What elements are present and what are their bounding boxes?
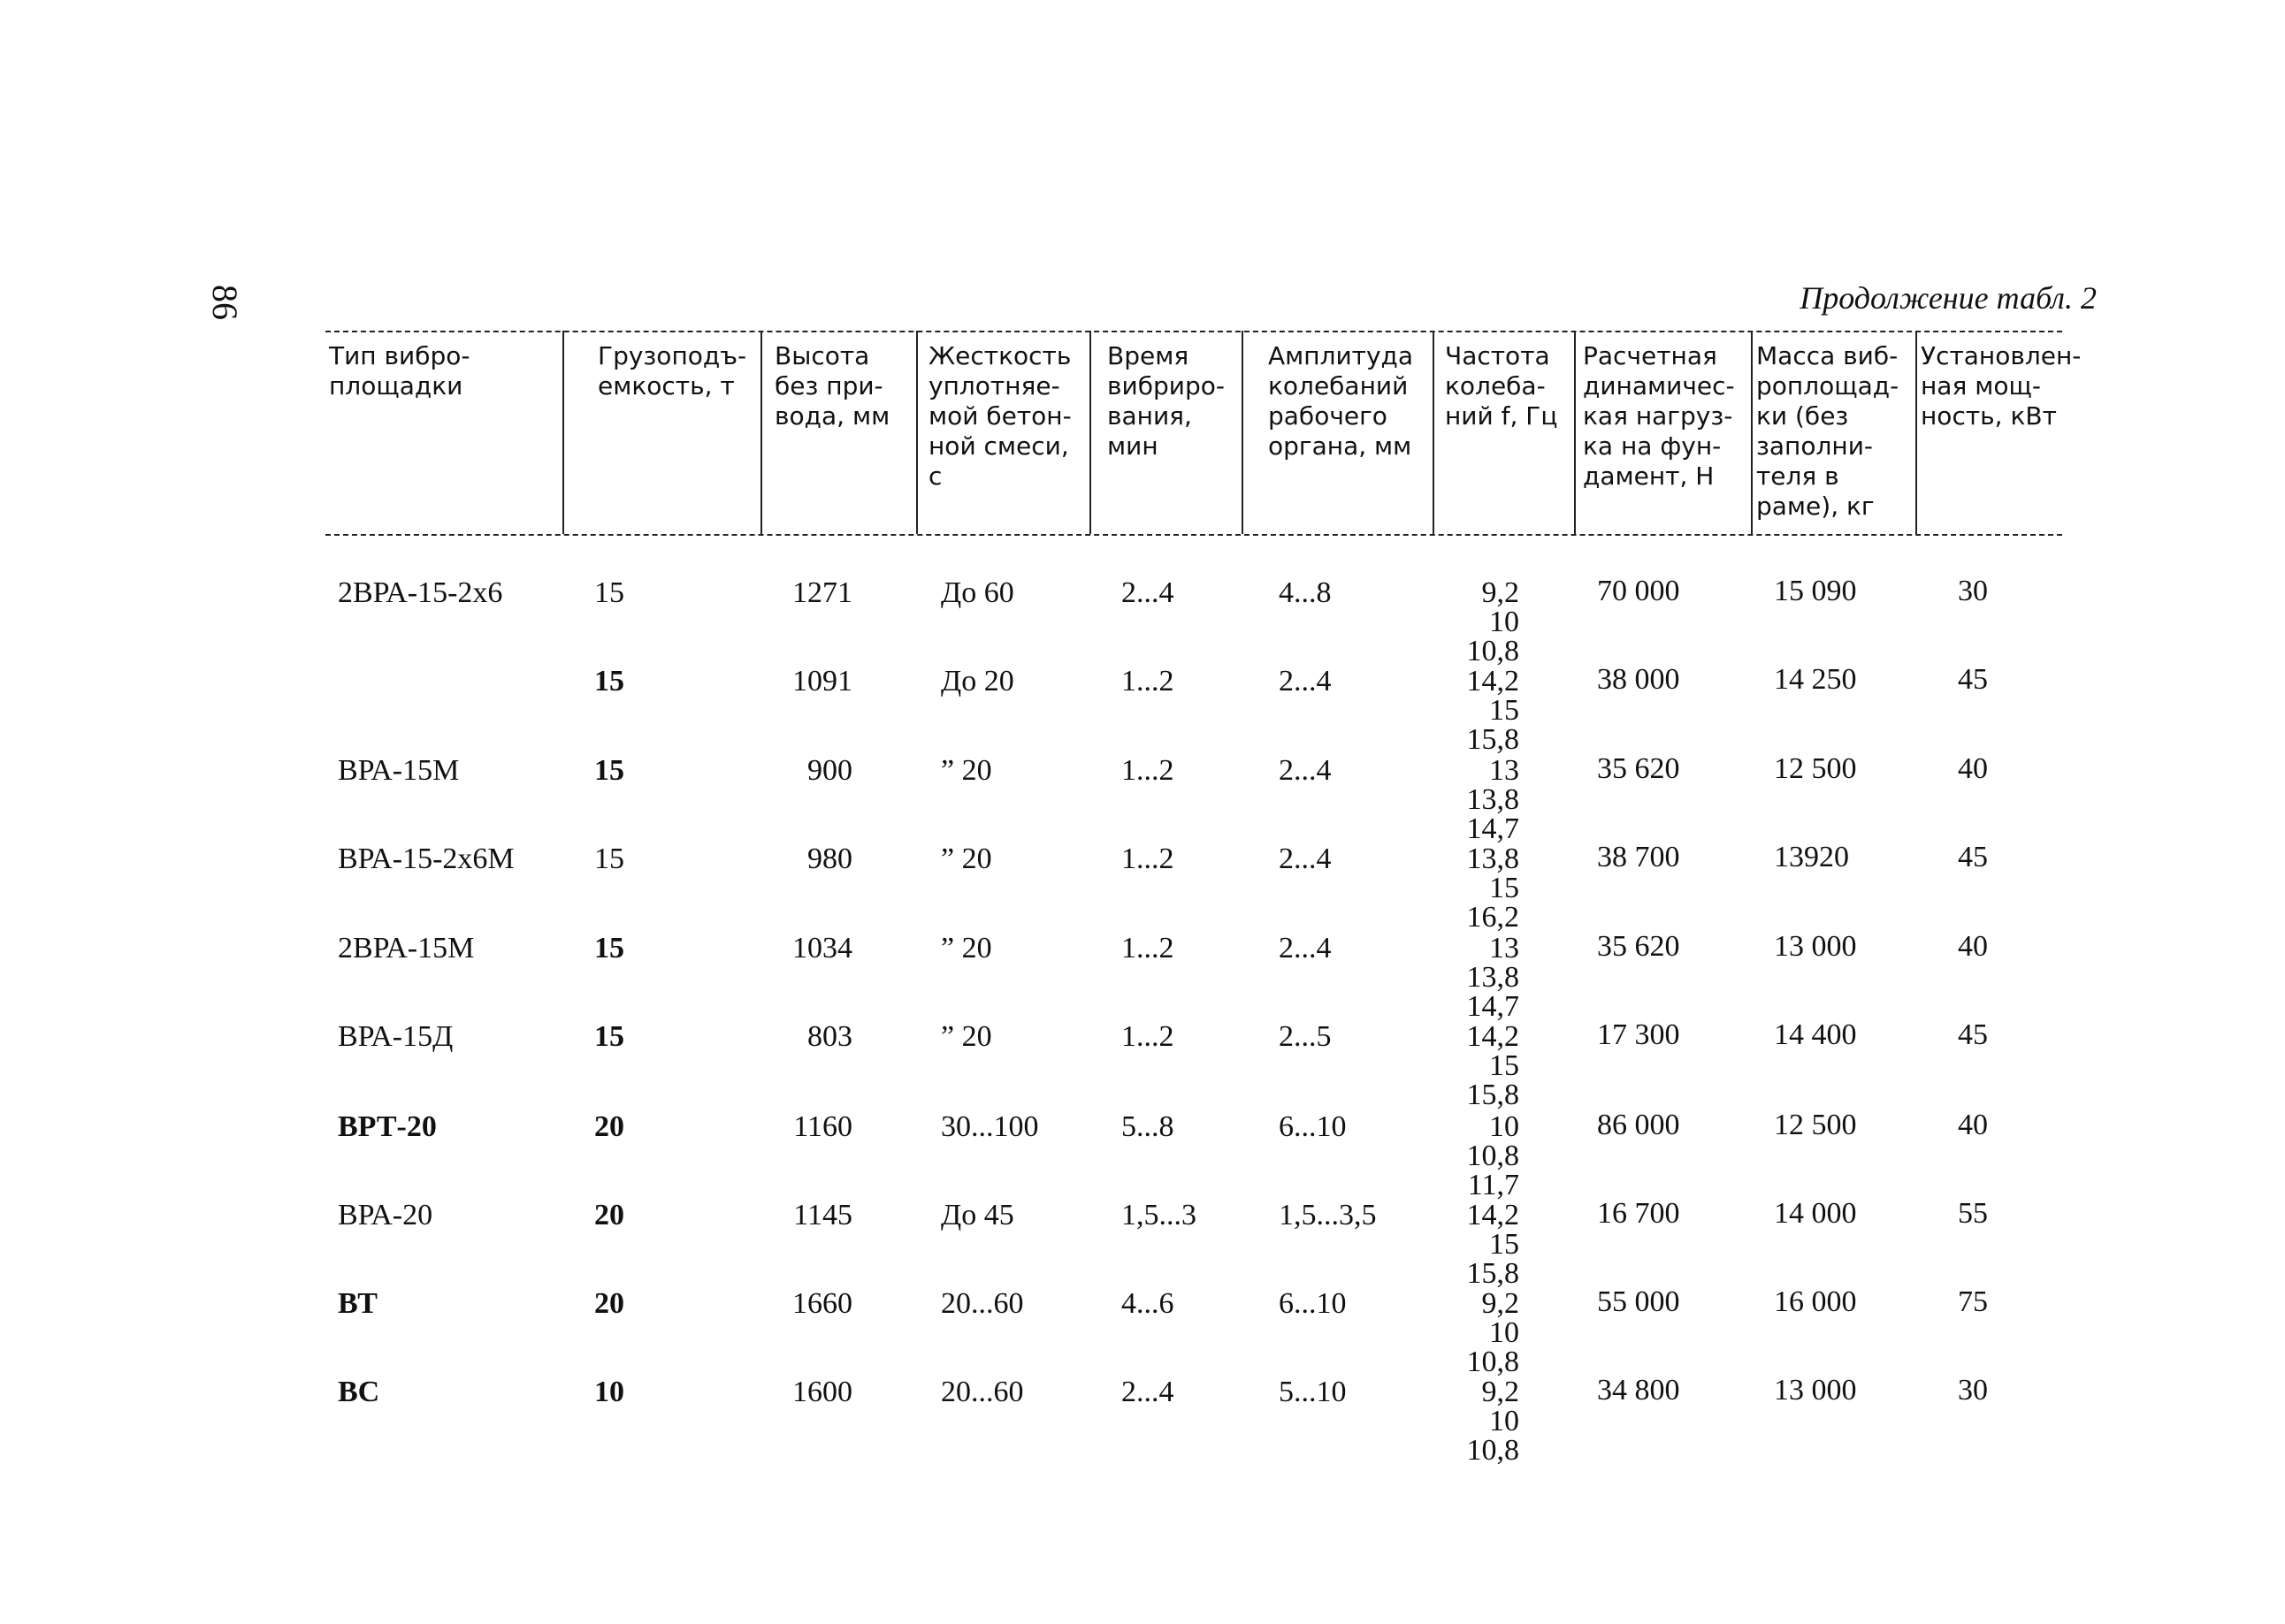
cell-mass: 14 000 xyxy=(1774,1197,1857,1230)
cell-load: 38 000 xyxy=(1597,663,1680,696)
cell-load: 34 800 xyxy=(1597,1374,1680,1407)
cell-amplitude: 1,5...3,5 xyxy=(1279,1199,1377,1231)
column-divider xyxy=(1433,331,1434,534)
header-mass: Масса виб- роплощад- ки (без заполни- теля в раме), кг xyxy=(1756,341,1899,521)
cell-frequency: 14,2 15 15,8 xyxy=(1466,665,1519,756)
cell-capacity: 15 xyxy=(594,665,624,698)
cell-amplitude: 5...10 xyxy=(1279,1376,1347,1408)
cell-height: 1271 xyxy=(792,576,852,609)
cell-type: ВС xyxy=(338,1376,380,1408)
cell-height: 803 xyxy=(807,1020,852,1053)
cell-time: 1...2 xyxy=(1121,754,1174,787)
cell-stiffness: ” 20 xyxy=(941,932,992,964)
header-bottom-rule xyxy=(325,534,2062,536)
cell-time: 1...2 xyxy=(1121,842,1174,875)
cell-load: 55 000 xyxy=(1597,1285,1680,1318)
cell-frequency: 14,2 15 15,8 xyxy=(1466,1199,1519,1290)
cell-power: 45 xyxy=(1958,663,1988,696)
table-top-rule xyxy=(325,331,2062,332)
cell-frequency: 10 10,8 11,7 xyxy=(1466,1110,1519,1201)
cell-capacity: 20 xyxy=(594,1199,624,1231)
cell-type: ВТ xyxy=(338,1287,378,1320)
column-divider xyxy=(916,331,918,534)
cell-frequency: 13,8 15 16,2 xyxy=(1466,842,1519,934)
cell-time: 2...4 xyxy=(1121,1376,1174,1408)
cell-height: 1660 xyxy=(792,1287,852,1320)
cell-mass: 13 000 xyxy=(1774,930,1857,963)
column-divider xyxy=(1574,331,1576,534)
cell-power: 45 xyxy=(1958,841,1988,873)
cell-type: ВРТ-20 xyxy=(338,1110,437,1143)
cell-stiffness: ” 20 xyxy=(941,1020,992,1053)
header-dynamic-load: Расчетная динамичес- кая нагруз- ка на фун- дамент, Н xyxy=(1583,341,1735,491)
cell-stiffness: До 20 xyxy=(941,665,1014,698)
cell-frequency: 9,2 10 10,8 xyxy=(1466,1376,1519,1467)
header-vibration-time: Время вибриро- вания, мин xyxy=(1107,341,1225,461)
cell-load: 86 000 xyxy=(1597,1109,1680,1141)
cell-power: 40 xyxy=(1958,752,1988,785)
cell-height: 1160 xyxy=(793,1110,852,1143)
cell-mass: 13 000 xyxy=(1774,1374,1857,1407)
cell-load: 38 700 xyxy=(1597,841,1680,873)
cell-amplitude: 2...4 xyxy=(1279,932,1332,964)
column-divider xyxy=(1242,331,1243,534)
cell-time: 5...8 xyxy=(1121,1110,1174,1143)
cell-capacity: 15 xyxy=(594,576,624,609)
cell-power: 55 xyxy=(1958,1197,1988,1230)
cell-mass: 14 250 xyxy=(1774,663,1857,696)
cell-power: 40 xyxy=(1958,930,1988,963)
cell-capacity: 20 xyxy=(594,1110,624,1143)
cell-power: 30 xyxy=(1958,575,1988,607)
cell-height: 1600 xyxy=(792,1376,852,1408)
cell-height: 1034 xyxy=(792,932,852,964)
cell-frequency: 9,2 10 10,8 xyxy=(1466,1287,1519,1378)
cell-amplitude: 6...10 xyxy=(1279,1110,1347,1143)
cell-stiffness: 20...60 xyxy=(941,1376,1024,1408)
cell-amplitude: 4...8 xyxy=(1279,576,1332,609)
cell-stiffness: ” 20 xyxy=(941,842,992,875)
header-stiffness: Жесткость уплотняе- мой бетон- ной смеси, с xyxy=(929,341,1072,491)
cell-load: 70 000 xyxy=(1597,575,1680,607)
cell-type: ВРА-20 xyxy=(338,1199,433,1231)
cell-capacity: 15 xyxy=(594,1020,624,1053)
header-power: Установлен- ная мощ- ность, кВт xyxy=(1921,341,2082,431)
column-divider xyxy=(1751,331,1753,534)
cell-time: 4...6 xyxy=(1121,1287,1174,1320)
cell-stiffness: ” 20 xyxy=(941,754,992,787)
header-capacity: Грузоподъ- емкость, т xyxy=(598,341,747,400)
cell-time: 1...2 xyxy=(1121,932,1174,964)
column-divider xyxy=(1089,331,1091,534)
cell-capacity: 15 xyxy=(594,842,624,875)
cell-time: 2...4 xyxy=(1121,576,1174,609)
cell-time: 1...2 xyxy=(1121,1020,1174,1053)
cell-frequency: 13 13,8 14,7 xyxy=(1466,754,1519,845)
cell-frequency: 14,2 15 15,8 xyxy=(1466,1020,1519,1111)
cell-capacity: 20 xyxy=(594,1287,624,1320)
column-divider xyxy=(562,331,564,534)
cell-amplitude: 2...4 xyxy=(1279,754,1332,787)
cell-capacity: 15 xyxy=(594,754,624,787)
cell-mass: 12 500 xyxy=(1774,752,1857,785)
cell-stiffness: 30...100 xyxy=(941,1110,1039,1143)
cell-type: 2ВРА-15М xyxy=(338,932,475,964)
page-number: 86 xyxy=(205,285,245,320)
cell-frequency: 9,2 10 10,8 xyxy=(1466,576,1519,667)
header-height: Высота без при- вода, мм xyxy=(775,341,890,431)
cell-type: ВРА-15М xyxy=(338,754,460,787)
cell-mass: 16 000 xyxy=(1774,1285,1857,1318)
cell-load: 17 300 xyxy=(1597,1018,1680,1051)
cell-load: 16 700 xyxy=(1597,1197,1680,1230)
table-continuation-caption: Продолжение табл. 2 xyxy=(1800,280,2097,316)
cell-type: ВРА-15Д xyxy=(338,1020,454,1053)
cell-frequency: 13 13,8 14,7 xyxy=(1466,932,1519,1023)
cell-height: 900 xyxy=(807,754,852,787)
column-divider xyxy=(1915,331,1917,534)
cell-stiffness: До 45 xyxy=(941,1199,1014,1231)
cell-type: 2ВРА-15-2х6 xyxy=(338,576,503,609)
cell-stiffness: 20...60 xyxy=(941,1287,1024,1320)
cell-power: 45 xyxy=(1958,1018,1988,1051)
cell-load: 35 620 xyxy=(1597,752,1680,785)
header-amplitude: Амплитуда колебаний рабочего органа, мм xyxy=(1268,341,1414,461)
cell-stiffness: До 60 xyxy=(941,576,1014,609)
cell-type: ВРА-15-2х6М xyxy=(338,842,515,875)
cell-power: 30 xyxy=(1958,1374,1988,1407)
cell-mass: 14 400 xyxy=(1774,1018,1857,1051)
cell-power: 40 xyxy=(1958,1109,1988,1141)
cell-load: 35 620 xyxy=(1597,930,1680,963)
cell-capacity: 15 xyxy=(594,932,624,964)
cell-time: 1...2 xyxy=(1121,665,1174,698)
header-type: Тип вибро- площадки xyxy=(329,341,470,400)
cell-height: 980 xyxy=(807,842,852,875)
cell-amplitude: 6...10 xyxy=(1279,1287,1347,1320)
cell-amplitude: 2...4 xyxy=(1279,842,1332,875)
cell-amplitude: 2...5 xyxy=(1279,1020,1332,1053)
cell-height: 1145 xyxy=(793,1199,852,1231)
cell-time: 1,5...3 xyxy=(1121,1199,1196,1231)
cell-power: 75 xyxy=(1958,1285,1988,1318)
cell-mass: 13920 xyxy=(1774,841,1849,873)
cell-amplitude: 2...4 xyxy=(1279,665,1332,698)
cell-capacity: 10 xyxy=(594,1376,624,1408)
cell-height: 1091 xyxy=(792,665,852,698)
column-divider xyxy=(760,331,762,534)
header-frequency: Частота колеба- ний f, Гц xyxy=(1445,341,1558,431)
cell-mass: 15 090 xyxy=(1774,575,1857,607)
cell-mass: 12 500 xyxy=(1774,1109,1857,1141)
